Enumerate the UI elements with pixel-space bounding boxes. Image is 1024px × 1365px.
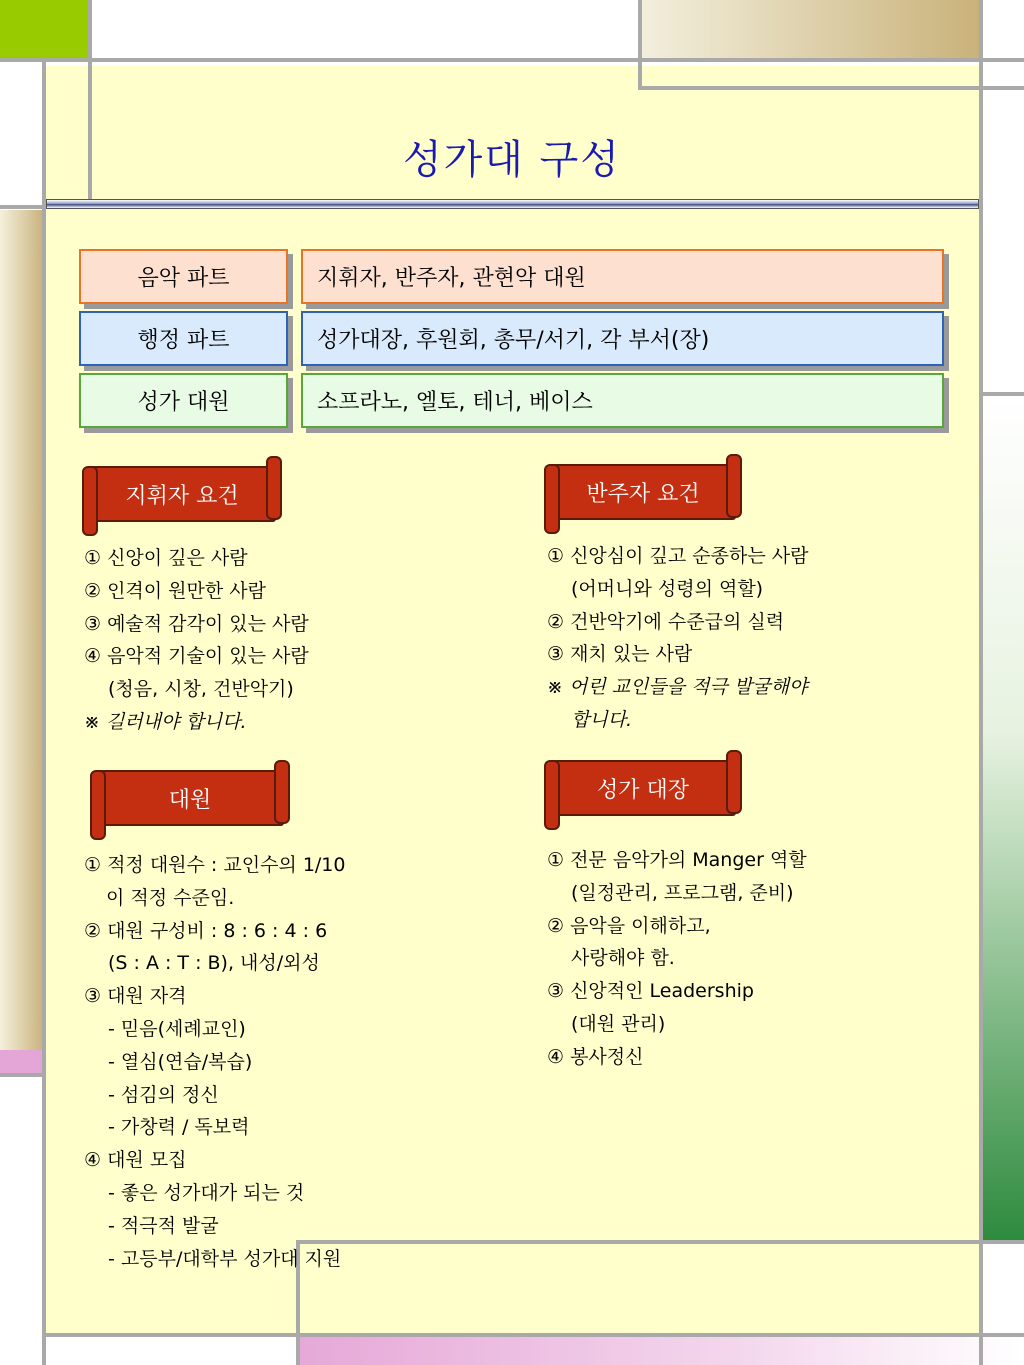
list-item: (S : A : T : B), 내성/외성	[108, 952, 320, 975]
list-item: ③ 예술적 감각이 있는 사람	[84, 612, 309, 635]
list-item: (어머니와 성령의 역할)	[571, 577, 764, 600]
list-item: 이 적정 수준임.	[106, 886, 235, 909]
members-details	[84, 849, 346, 1275]
category-desc-admin: 성가대장, 후원회, 총무/서기, 각 부서(장)	[301, 311, 944, 366]
banner-leader	[550, 760, 736, 816]
list-item: (대원 관리)	[571, 1012, 666, 1035]
list-item: (일정관리, 프로그램, 준비)	[571, 881, 794, 904]
list-item: ① 전문 음악가의 Manger 역할	[547, 849, 807, 871]
pink-strip-left	[0, 1050, 44, 1075]
banner-conductor	[88, 466, 276, 522]
accompanist-requirements	[547, 540, 808, 737]
right-green-strip	[982, 395, 1024, 1240]
list-item: - 좋은 성가대가 되는 것	[108, 1181, 305, 1204]
list-item: ③ 대원 자격	[84, 985, 187, 1008]
frame-line	[0, 1073, 46, 1077]
list-item: ② 인격이 원만한 사람	[84, 579, 266, 602]
frame-line	[296, 1240, 1024, 1244]
list-note: ※ 길러내야 합니다.	[84, 710, 247, 733]
banner-members	[96, 770, 284, 826]
frame-line	[42, 62, 46, 1365]
list-item: ② 음악을 이해하고,	[547, 914, 711, 937]
list-item: - 믿음(세례교인)	[108, 1017, 246, 1040]
list-item: ③ 재치 있는 사람	[547, 643, 693, 666]
list-item: - 고등부/대학부 성가대 지원	[108, 1247, 342, 1270]
frame-line	[0, 205, 46, 209]
category-desc-choir: 소프라노, 엘토, 테너, 베이스	[301, 373, 944, 428]
frame-line	[638, 86, 1024, 90]
list-item: ② 대원 구성비 : 8 : 6 : 4 : 6	[84, 919, 328, 942]
list-note: 합니다.	[571, 708, 633, 731]
list-item: (청음, 시창, 건반악기)	[108, 678, 294, 701]
list-item: ② 건반악기에 수준급의 실력	[547, 610, 785, 633]
list-item: ① 신앙심이 깊고 순종하는 사람	[547, 545, 809, 567]
category-label-admin: 행정 파트	[79, 311, 288, 366]
banner-conductor-label: 지휘자 요건	[125, 483, 239, 509]
conductor-requirements	[84, 542, 309, 739]
list-item: ① 적정 대원수 : 교인수의 1/10	[84, 854, 346, 876]
category-label-choir: 성가 대원	[79, 373, 288, 428]
list-item: 사랑해야 함.	[571, 947, 675, 970]
list-item: ④ 음악적 기술이 있는 사람	[84, 645, 309, 668]
leader-details	[547, 844, 807, 1074]
frame-line	[638, 0, 642, 90]
title-underline-bar	[46, 199, 979, 209]
list-item: - 섬김의 정신	[108, 1083, 219, 1106]
list-note: ※ 어린 교인들을 적극 발굴해야	[547, 676, 808, 699]
category-label-music: 음악 파트	[79, 249, 288, 304]
banner-members-label: 대원	[168, 787, 212, 813]
pink-strip-bottom	[298, 1337, 1024, 1365]
list-item: - 가창력 / 독보력	[108, 1116, 250, 1139]
list-item: ④ 봉사정신	[547, 1045, 644, 1068]
banner-accompanist-label: 반주자 요건	[586, 481, 700, 507]
left-tan-strip	[0, 210, 44, 1050]
list-item: ④ 대원 모집	[84, 1149, 187, 1172]
category-desc-music: 지휘자, 반주자, 관현악 대원	[301, 249, 944, 304]
frame-line	[983, 392, 1024, 396]
frame-line	[979, 0, 983, 1365]
page-title: 성가대 구성	[403, 137, 621, 183]
list-item: ③ 신앙적인 Leadership	[547, 980, 754, 1003]
tan-gradient-block	[642, 0, 980, 62]
list-item: - 적극적 발굴	[108, 1214, 219, 1237]
list-item: - 열심(연습/복습)	[108, 1050, 253, 1073]
list-item: ① 신앙이 깊은 사람	[84, 547, 248, 569]
banner-accompanist	[550, 464, 736, 520]
banner-leader-label: 성가 대장	[596, 777, 689, 803]
green-corner-block	[0, 0, 88, 58]
frame-line	[42, 1333, 1024, 1337]
frame-line	[0, 58, 1024, 62]
